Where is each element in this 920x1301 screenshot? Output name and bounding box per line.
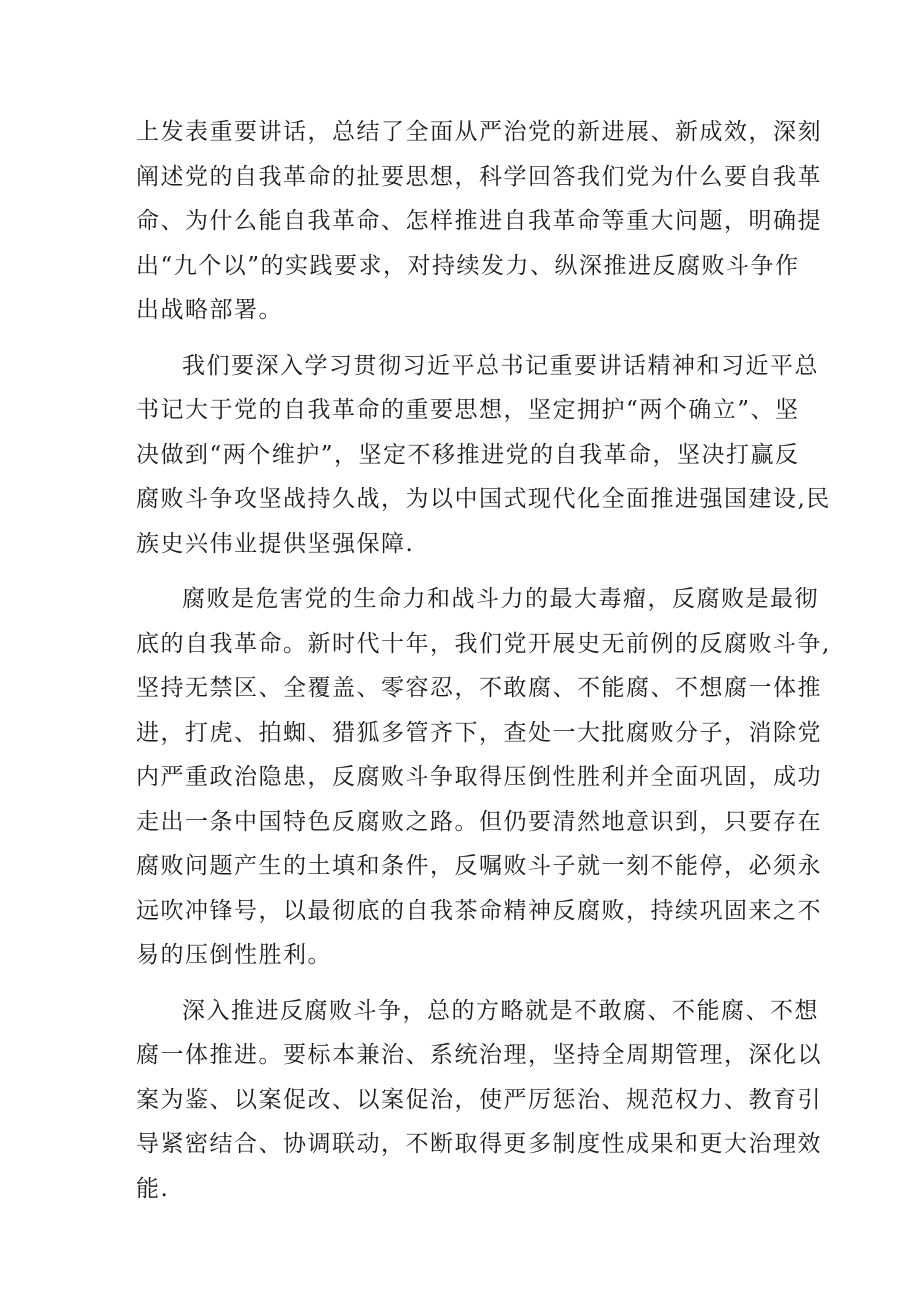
text-line: 我们要深入学习贯彻习近平总书记重要讲话精神和习近平总 xyxy=(182,352,819,379)
text-line: 决做到“两个维护”，坚定不移推进党的自我革命，坚决打赢反 xyxy=(136,441,800,468)
text-line: 书记大于党的自我革命的重要思想，坚定拥护“两个确立”、坚 xyxy=(136,397,800,423)
text-line: 深入推进反腐败斗争，总的方略就是不敢腐、不能腐、不想 xyxy=(182,997,819,1024)
text-line: 命、为什么能自我革命、怎样推进自我革命等重大问题，明确提 xyxy=(136,208,822,234)
text-line: 易的压倒性胜利。 xyxy=(136,942,332,968)
text-line: 进，打虎、拍蜘、猎狐多管齐下，查处一大批腐败分子，消除党 xyxy=(136,719,822,746)
paragraph-4 xyxy=(136,989,822,1212)
text-line: 内严重政治隐患，反腐败斗争取得压倒性胜利并全面巩固，成功 xyxy=(136,764,822,790)
text-line: 导紧密结合、协调联动，不断取得更多制度性成果和更大治理效 xyxy=(136,1131,822,1157)
text-line: 能. xyxy=(136,1175,170,1202)
text-line: 走出一条中国特色反腐败之路。但仍要清然地意识到，只要存在 xyxy=(136,808,822,835)
text-line: 出战略部署。 xyxy=(136,297,283,323)
text-line: 坚持无禁区、全覆盖、零容忍，不敢腐、不能腐、不想腐一体推 xyxy=(136,675,822,701)
text-line: 案为鉴、以案促改、以案促治，使严厉惩治、规范权力、教育引 xyxy=(136,1086,822,1113)
paragraph-3 xyxy=(136,577,831,978)
paragraph-2 xyxy=(136,344,831,567)
text-line: 上发表重要讲话，总结了全面从严治党的新进展、新成效，深刻 xyxy=(136,119,822,145)
text-line: 阐述党的自我革命的扯要思想，科学回答我们党为什么要自我革 xyxy=(136,163,822,190)
text-line: 远吹冲锋号，以最彻底的自我茶命精神反腐败，持续巩固来之不 xyxy=(136,897,822,924)
text-line: 底的自我革命。新时代十年，我们党开展史无前例的反腐败斗争, xyxy=(136,630,831,657)
text-line: 腐败是危害党的生命力和战斗力的最大毒瘤，反腐败是最彻 xyxy=(182,586,819,612)
document-body xyxy=(136,110,831,1222)
paragraph-1 xyxy=(136,110,822,333)
text-line: 出“九个以”的实践要求，对持续发力、纵深推进反腐败斗争作 xyxy=(136,252,800,279)
text-line: 腐一体推进。要标本兼治、系统治理，坚持全周期管理，深化以 xyxy=(136,1042,822,1068)
text-line: 腐败斗争攻坚战持久战，为以中国式现代化全面推进强国建设,民 xyxy=(136,486,831,512)
text-line: 腐败问题产生的土填和条件，反嘱败斗子就一刻不能停，必须永 xyxy=(136,853,822,879)
text-line: 族史兴伟业提供坚强保障. xyxy=(136,530,415,557)
